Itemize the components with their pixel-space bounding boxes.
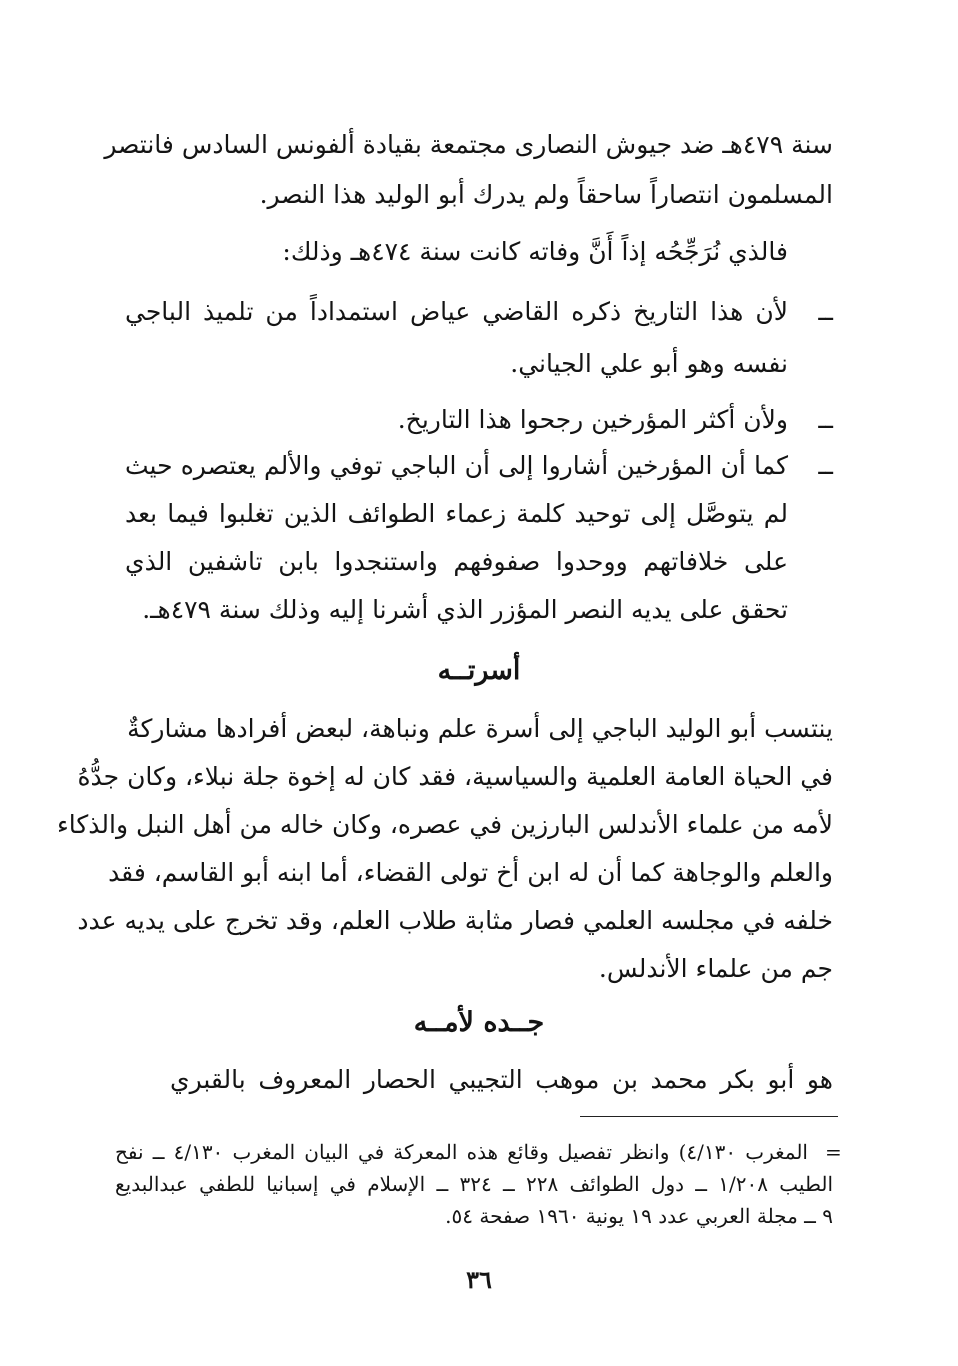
footnote-line-2: الطيب ١/٢٠٨ ــ دول الطوائف ٢٢٨ ــ ٣٢٤ ــ الإسلام في إسبانيا للطفي عبدالبديع — [115, 1172, 834, 1196]
list-dash: ــ — [818, 451, 833, 480]
section-heading-grandfather: جــده لأمــه — [413, 1007, 545, 1038]
body-line-1: سنة ٤٧٩هـ ضد جيوش النصارى مجتمعة بقيادة ألفونس السادس فانتصر — [104, 130, 833, 159]
footnote-continuation-mark: = — [825, 1140, 842, 1164]
grandfather-line-1: هو أبو بكر محمد بن موهب التجيبي الحصار المعروف بالقبري — [170, 1065, 833, 1094]
page-number: ٣٦ — [466, 1265, 492, 1294]
family-line-1: ينتسب أبو الوليد الباجي إلى أسرة علم ونباهة، لبعض أفرادها مشاركةٌ — [127, 714, 833, 743]
family-line-4: والعلم والوجاهة كما أن له ابن أخ تولى القضاء، أما ابنه أبو القاسم، فقد — [108, 858, 833, 887]
list-item-2-line-1: ولأن أكثر المؤرخين رجحوا هذا التاريخ. — [397, 405, 788, 434]
body-line-3: فالذي نُرَجِّحُه إذاً أَنَّ وفاته كانت سنة ٤٧٤هـ وذلك: — [282, 237, 788, 266]
section-heading-family: أسرتــه — [437, 655, 521, 686]
list-dash: ــ — [818, 405, 833, 434]
list-item-3-line-2: لم يتوصَّل إلى توحيد كلمة زعماء الطوائف الذين تغلبوا فيما بعد — [125, 499, 788, 528]
list-item-3-line-1: كما أن المؤرخين أشاروا إلى أن الباجي توفي والألم يعتصره حيث — [125, 451, 788, 480]
body-line-2: المسلمون انتصاراً ساحقاً ولم يدرك أبو الوليد هذا النصر. — [259, 180, 833, 209]
family-line-5: خلفه في مجلسه العلمي فصار مثابة طلاب العلم، وقد تخرج على يديه عدد — [77, 906, 833, 935]
list-item-3-line-3: على خلافاتهم ووحدوا صفوفهم واستنجدوا بابن تاشفين الذي — [125, 547, 788, 576]
family-line-2: في الحياة العامة العلمية والسياسية، فقد كان له إخوة جلة نبلاء، وكان جدُّهُ — [77, 762, 833, 791]
list-item-1-line-1: لأن هذا التاريخ ذكره القاضي عياض استمداداً من تلميذ الباجي — [125, 297, 788, 326]
family-line-6: جم من علماء الأندلس. — [598, 954, 833, 983]
footnote-line-1: المغرب ٤/١٣٠) وانظر تفصيل وقائع هذه المعركة في البيان المغرب ٤/١٣٠ ــ نفح — [115, 1140, 808, 1164]
family-line-3: لأمه من علماء الأندلس البارزين في عصره، وكان خاله من أهل النبل والذكاء — [57, 810, 833, 839]
footnote-line-3: ٩ ــ مجلة العربي عدد ١٩ يونية ١٩٦٠ صفحة ٥٤. — [445, 1204, 833, 1228]
list-dash: ــ — [818, 297, 833, 326]
footnote-separator — [580, 1116, 838, 1117]
list-item-3-line-4: تحقق على يديه النصر المؤزر الذي أشرنا إليه وذلك سنة ٤٧٩هـ. — [142, 595, 788, 624]
list-item-1-line-2: نفسه وهو أبو علي الجياني. — [510, 349, 788, 378]
